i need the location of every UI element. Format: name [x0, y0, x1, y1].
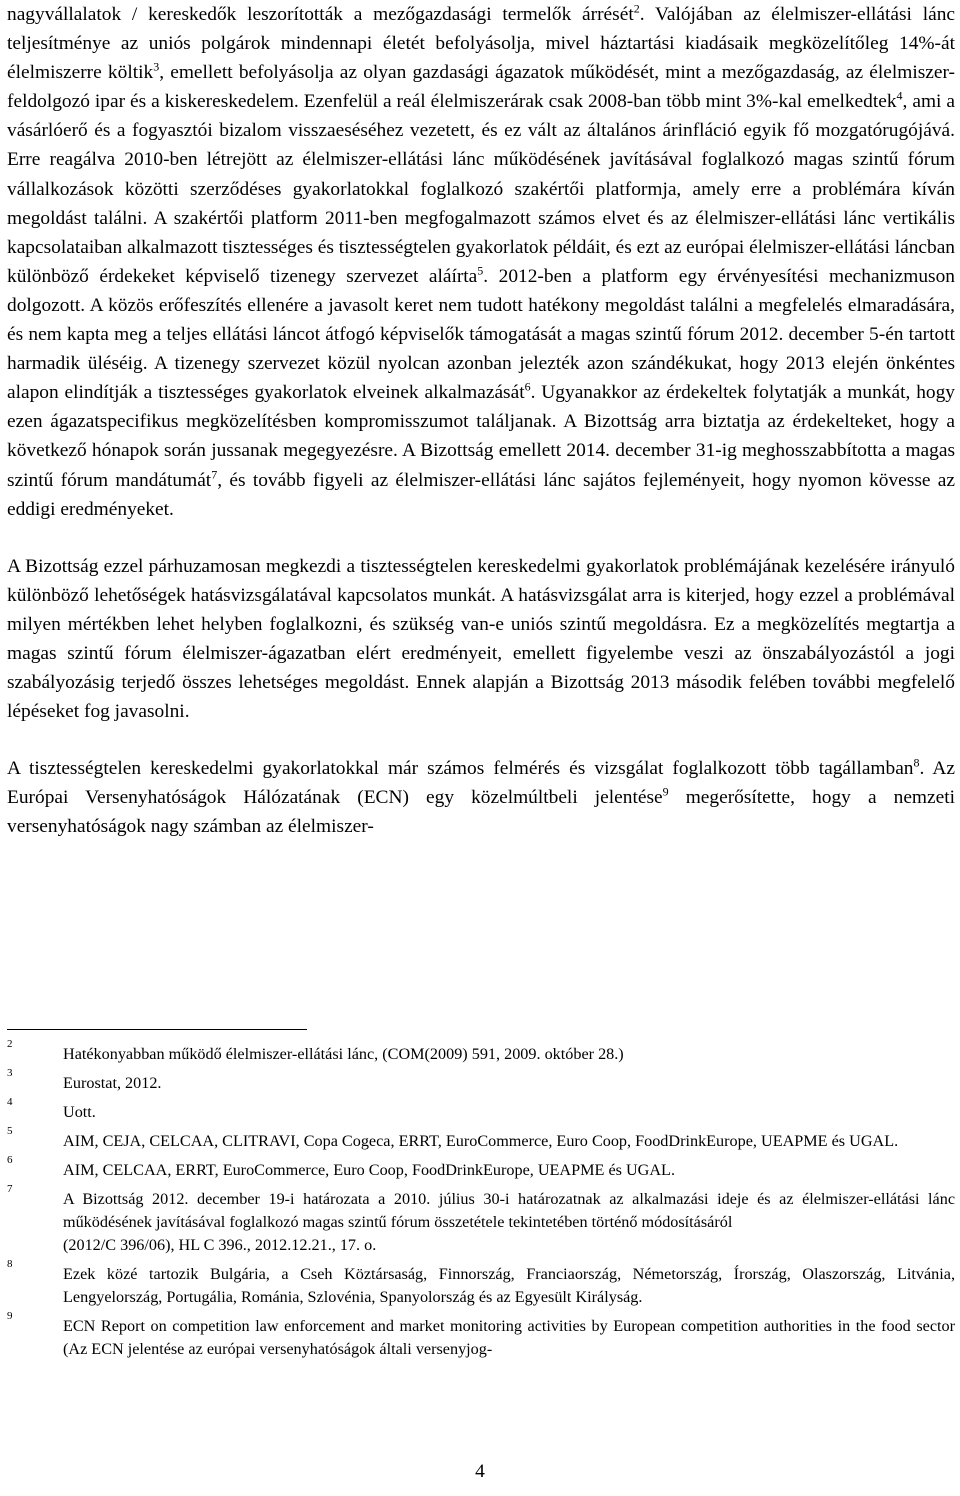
footnote-reference[interactable]: 8	[913, 755, 920, 770]
footnote-text: Eurostat, 2012.	[63, 1074, 162, 1092]
paragraph-text: , ami a vásárlóerő és a fogyasztói bizalom visszaeséséhez vezetett, és ez vált az általános árinfláció egyik fő mozgatórugójává. Erre reagálva 2010-ben létrejött az élelmiszer-ellátási lánc működésének javításával foglalkozó magas szintű fórum vállalkozások közötti szerződéses gyakorlatokkal foglalkozó szakértői platformja, amely erre a problémára kíván megoldást találni. A szakértői platform 2011-ben megfogalmazott számos elvet és az élelmiszer-ellátási lánc vertikális kapcsolataiban alkalmazott tisztességes és tisztességtelen gyakorlatok példáit, és ezt az európai élelmiszer-ellátási láncban különböző érdekeket képviselő tizenegy szervezet aláírta	[7, 91, 955, 287]
footnotes	[7, 1038, 955, 1361]
footnote	[7, 1067, 955, 1095]
paragraph-text: nagyvállalatok / kereskedők leszorították a mezőgazdasági termelők árrését	[7, 4, 634, 25]
footnote-separator	[7, 1029, 307, 1030]
paragraph-text: , emellett befolyásolja az olyan gazdasági ágazatok működését, mint a mezőgazdaság, az élelmiszer-feldolgozó ipar és a kiskereskedelem. Ezenfelül a reál élelmiszerárak csak 2008-ban több mint 3%-kal emelkedtek	[7, 62, 955, 113]
footnote-number: 5	[7, 1125, 13, 1137]
footnote-number: 8	[7, 1258, 13, 1270]
page-number: 4	[475, 1461, 485, 1482]
footnote-reference[interactable]: 7	[211, 467, 218, 482]
paragraph-text: megerősítette, hogy a nemzeti versenyhatóságok nagy számban az élelmiszer-	[7, 787, 955, 838]
paragraph-text: , és tovább figyeli az élelmiszer-ellátási lánc sajátos fejleményeit, hogy nyomon kövesse az eddigi eredményeket.	[7, 469, 956, 520]
footnote-number: 9	[7, 1310, 13, 1322]
paragraph-text: . Az Európai Versenyhatóságok Hálózatának (ECN) egy közelmúltbeli jelentése	[7, 758, 955, 809]
paragraph-text: . Ugyanakkor az érdekeltek folytatják a munkát, hogy ezen ágazatspecifikus megközelítésben kompromisszumot találjanak. A Bizottság arra biztatja az érdekelteket, hogy a következő hónapok során jussanak megegyezésre. A Bizottság emellett 2014. december 31-ig meghosszabbította a magas szintű fórum mandátumát	[7, 382, 955, 491]
footnote	[7, 1310, 955, 1361]
paragraph-text: A Bizottság ezzel párhuzamosan megkezdi a tisztességtelen kereskedelmi gyakorlatok problémájának kezelésére irányuló különböző lehetőségek hatásvizsgálatával kapcsolatos munkát. A hatásvizsgálat arra is kiterjed, hogy ezzel a problémával milyen mértékben lehet helyben foglalkozni, és szükség van-e uniós szintű megoldásra. Ez a megközelítés megtartja a magas szintű fórum élelmiszer-ágazatban elért eredményeit, emellett figyelembe veszi az önszabályozástól a jogi szabályozásig terjedő összes lehetséges megoldást. Ennek alapján a Bizottság 2013 második felében további megfelelő lépéseket fog javasolni.	[7, 555, 955, 723]
footnote	[7, 1258, 955, 1309]
paragraph	[7, 754, 955, 841]
footnote-reference[interactable]: 2	[633, 1, 640, 16]
footnote-text: Ezek közé tartozik Bulgária, a Cseh Köztársaság, Finnország, Franciaország, Németország, Írország, Olaszország, Litvánia, Lengyelország, Portugália, Románia, Szlovénia, Spanyolország és az Egyesült Királyság.	[63, 1265, 955, 1306]
footnote-text: AIM, CEJA, CELCAA, CLITRAVI, Copa Cogeca, ERRT, EuroCommerce, Euro Coop, FoodDrinkEurope, UEAPME és UGAL.	[63, 1132, 899, 1150]
paragraph-text: A tisztességtelen kereskedelmi gyakorlatokkal már számos felmérés és vizsgálat foglalkozott több tagállamban	[7, 758, 914, 780]
footnote-number: 3	[7, 1067, 13, 1079]
footnote-number: 4	[7, 1096, 13, 1108]
paragraph-text: . 2012-ben a platform egy érvényesítési mechanizmuson dolgozott. A közös erőfeszítés ellenére a javasolt keret nem tudott hatékony megoldást találni a megfelelés elmaradására, és nem kapta meg a teljes ellátási láncot átfogó képviselők támogatását a magas szintű fórum 2012. december 5-én tartott harmadik üléséig. A tizenegy szervezet közül nyolcan azonban jelezték azon szándékukat, hogy 2013 elején önkéntes alapon elindítják a tisztességes gyakorlatok elveinek alkalmazását	[7, 265, 955, 404]
paragraph-text: . Valójában az élelmiszer-ellátási lánc teljesítménye az uniós polgárok mindennapi életét befolyásolja, mivel háztartási kiadásaik megközelítőleg 14%-át élelmiszerre költik	[7, 4, 955, 84]
footnote	[7, 1154, 955, 1182]
footnote-text: Hatékonyabban működő élelmiszer-ellátási lánc, (COM(2009) 591, 2009. október 28.)	[63, 1045, 624, 1063]
paragraph	[7, 0, 955, 524]
body-text	[7, 0, 955, 842]
footnote-reference[interactable]: 3	[153, 59, 160, 74]
footnote-reference[interactable]: 9	[662, 784, 669, 799]
footnote-reference[interactable]: 5	[477, 263, 484, 278]
footnote	[7, 1096, 955, 1124]
footnote-number: 7	[7, 1183, 13, 1195]
footnote-text: (2012/C 396/06), HL C 396., 2012.12.21., 17. o.	[63, 1236, 377, 1254]
footnote-reference[interactable]: 6	[524, 379, 531, 394]
footnote-number: 2	[7, 1038, 13, 1050]
footnote-text: Uott.	[63, 1103, 96, 1121]
footnote-text: ECN Report on competition law enforcement and market monitoring activities by European competition authorities in the food sector (Az ECN jelentése az európai versenyhatóságok általi versenyjog-	[63, 1317, 955, 1358]
document-page	[7, 0, 955, 842]
footnote	[7, 1038, 955, 1066]
footnote	[7, 1183, 955, 1257]
footnote-reference[interactable]: 4	[896, 88, 903, 103]
footnote	[7, 1125, 955, 1153]
footnote-number: 6	[7, 1154, 13, 1166]
paragraph	[7, 552, 955, 727]
footnote-text: AIM, CELCAA, ERRT, EuroCommerce, Euro Coop, FoodDrinkEurope, UEAPME és UGAL.	[63, 1161, 675, 1179]
footnote-text: A Bizottság 2012. december 19-i határozata a 2010. július 30-i határozatnak az alkalmazási ideje és az élelmiszer-ellátási lánc működésének javításával foglalkozó magas szintű fórum összetétele tekintetében történő módosításáról	[63, 1190, 955, 1231]
